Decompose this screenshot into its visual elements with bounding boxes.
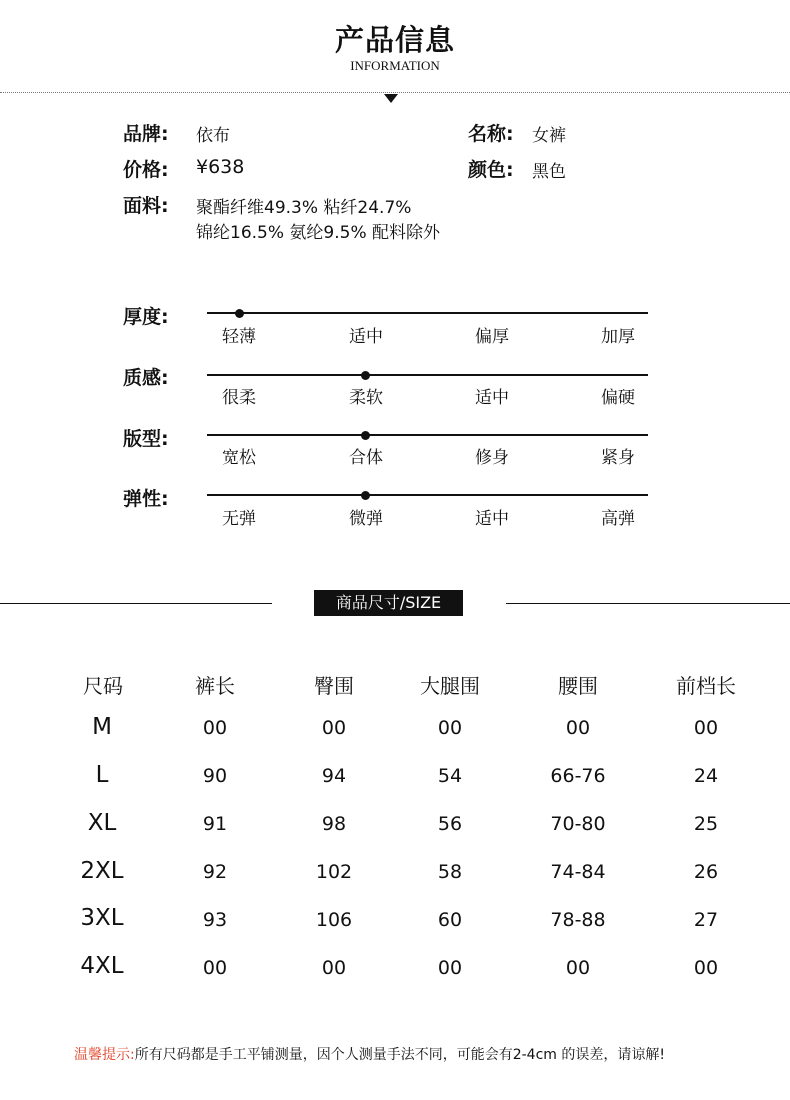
color-value: 黑色 (532, 162, 566, 182)
table-cell-size: 2XL (80, 858, 124, 884)
table-cell: 00 (321, 717, 347, 739)
rating-option: 合体 (349, 448, 383, 468)
rating-option: 适中 (475, 388, 509, 408)
table-cell: 27 (693, 909, 719, 931)
brand-label: 品牌: (123, 123, 169, 145)
table-cell: 00 (437, 717, 463, 739)
rating-scale-texture (207, 374, 648, 376)
rating-option: 很柔 (222, 388, 256, 408)
price-label: 价格: (123, 159, 169, 181)
table-cell: 60 (437, 909, 463, 931)
rating-marker-thickness (235, 309, 244, 318)
table-cell: 102 (315, 861, 353, 883)
rating-option: 偏厚 (475, 327, 509, 347)
size-section-title: 商品尺寸/SIZE (314, 590, 463, 616)
table-cell-size: XL (87, 810, 117, 836)
rating-label-texture: 质感: (123, 367, 169, 389)
dotted-divider (0, 92, 790, 93)
color-label: 颜色: (468, 159, 514, 181)
table-cell: 74-84 (550, 861, 606, 883)
rating-option: 紧身 (601, 448, 635, 468)
table-cell: 94 (321, 765, 347, 787)
table-cell: 106 (315, 909, 353, 931)
table-cell: 93 (202, 909, 228, 931)
rating-scale-elasticity (207, 494, 648, 496)
table-cell: 24 (693, 765, 719, 787)
table-cell: 00 (202, 717, 228, 739)
table-cell: 98 (321, 813, 347, 835)
rating-option: 微弹 (349, 509, 383, 529)
page-subtitle: INFORMATION (350, 58, 440, 73)
table-header: 臀围 (314, 674, 354, 698)
fabric-line-2: 锦纶16.5% 氨纶9.5% 配料除外 (196, 223, 441, 243)
section-divider-right (506, 603, 790, 604)
rating-label-thickness: 厚度: (123, 306, 169, 328)
rating-option: 偏硬 (601, 388, 635, 408)
rating-option: 修身 (475, 448, 509, 468)
table-cell: 25 (693, 813, 719, 835)
name-value: 女裤 (532, 126, 566, 146)
rating-option: 高弹 (601, 509, 635, 529)
table-header: 前档长 (676, 674, 736, 698)
table-cell: 54 (437, 765, 463, 787)
fabric-label: 面料: (123, 195, 169, 217)
rating-label-elasticity: 弹性: (123, 488, 169, 510)
table-cell: 91 (202, 813, 228, 835)
price-value: ¥638 (196, 156, 245, 178)
table-cell: 00 (565, 957, 591, 979)
rating-scale-thickness (207, 312, 648, 314)
rating-option: 柔软 (349, 388, 383, 408)
table-cell: 26 (693, 861, 719, 883)
table-header: 尺码 (83, 674, 123, 698)
table-cell: 58 (437, 861, 463, 883)
rating-label-fit: 版型: (123, 428, 169, 450)
table-header: 腰围 (558, 674, 598, 698)
table-cell-size: L (95, 762, 109, 788)
rating-option: 适中 (349, 327, 383, 347)
footer-note-label: 温馨提示: (74, 1047, 135, 1063)
footer-note (74, 1044, 665, 1064)
table-cell: 00 (437, 957, 463, 979)
rating-option: 加厚 (601, 327, 635, 347)
table-header: 大腿围 (420, 674, 480, 698)
triangle-down-icon (384, 94, 398, 103)
rating-marker-elasticity (361, 491, 370, 500)
table-cell: 00 (693, 957, 719, 979)
name-label: 名称: (468, 123, 514, 145)
rating-marker-fit (361, 431, 370, 440)
table-cell: 66-76 (550, 765, 606, 787)
rating-marker-texture (361, 371, 370, 380)
table-cell-size: 3XL (80, 905, 124, 931)
table-cell: 78-88 (550, 909, 606, 931)
table-cell: 00 (321, 957, 347, 979)
section-divider-left (0, 603, 272, 604)
rating-option: 轻薄 (222, 327, 256, 347)
page-title: 产品信息 (334, 23, 455, 57)
fabric-line-1: 聚酯纤维49.3% 粘纤24.7% (196, 198, 412, 218)
footer-note-text: 所有尺码都是手工平铺测量，因个人测量手法不同，可能会有2-4cm 的误差，请谅解! (134, 1047, 665, 1063)
table-header: 裤长 (195, 674, 235, 698)
table-cell: 56 (437, 813, 463, 835)
table-cell: 90 (202, 765, 228, 787)
brand-value: 依布 (196, 126, 230, 146)
table-cell-size: M (92, 714, 112, 740)
table-cell: 00 (565, 717, 591, 739)
table-cell: 00 (202, 957, 228, 979)
rating-option: 无弹 (222, 509, 256, 529)
table-cell-size: 4XL (80, 953, 124, 979)
table-cell: 00 (693, 717, 719, 739)
table-cell: 92 (202, 861, 228, 883)
rating-option: 适中 (475, 509, 509, 529)
rating-option: 宽松 (222, 448, 256, 468)
rating-scale-fit (207, 434, 648, 436)
table-cell: 70-80 (550, 813, 606, 835)
